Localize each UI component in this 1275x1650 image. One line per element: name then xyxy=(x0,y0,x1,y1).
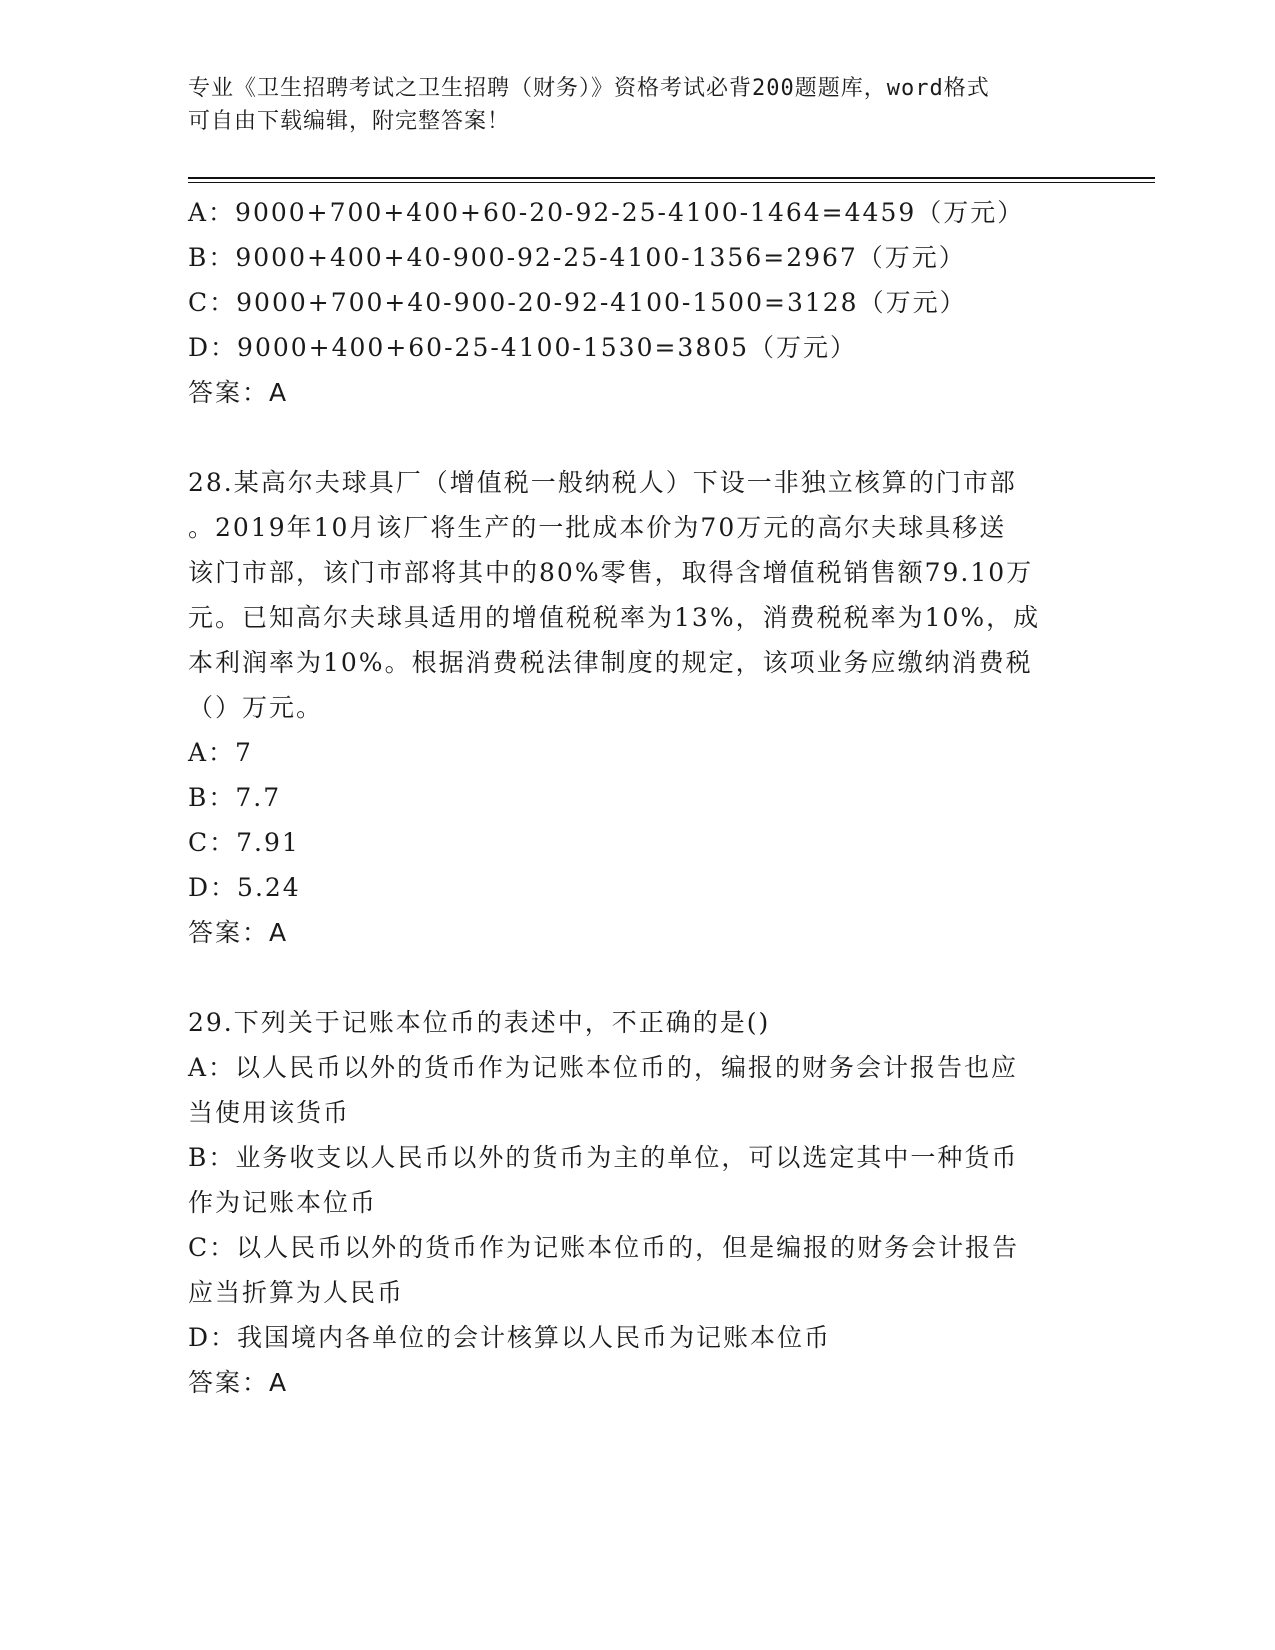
option-a-line-2: 当使用该货币 xyxy=(188,1098,351,1127)
stem-line: 28.某高尔夫球具厂（增值税一般纳税人）下设一非独立核算的门市部 xyxy=(188,468,1017,497)
document-header xyxy=(188,72,1068,138)
spacer xyxy=(188,955,1078,1000)
spacer xyxy=(188,415,1078,460)
question-27-answer: 答案：A xyxy=(188,378,289,407)
option-b-line-1: B：业务收支以人民币以外的货币为主的单位，可以选定其中一种货币 xyxy=(188,1143,1019,1172)
option-c: C：7.91 xyxy=(188,828,300,857)
option-d: D：9000+400+60-25-4100-1530=3805（万元） xyxy=(188,333,858,362)
option-a-line-1: A：以人民币以外的货币作为记账本位币的，编报的财务会计报告也应 xyxy=(188,1053,1019,1082)
option-d: D：5.24 xyxy=(188,873,301,902)
question-29-options xyxy=(188,1045,1078,1360)
stem-line: 元。已知高尔夫球具适用的增值税税率为13%，消费税税率为10%，成 xyxy=(188,603,1041,632)
option-a: A：9000+700+400+60-20-92-25-4100-1464=4459（万元） xyxy=(188,198,1025,227)
question-28-options xyxy=(188,730,1078,910)
option-c-line-2: 应当折算为人民币 xyxy=(188,1278,405,1307)
stem-line: 本利润率为10%。根据消费税法律制度的规定，该项业务应缴纳消费税 xyxy=(188,648,1033,677)
option-b-line-2: 作为记账本位币 xyxy=(188,1188,378,1217)
header-rule-thick xyxy=(188,177,1155,179)
question-28-stem xyxy=(188,460,1078,730)
option-a: A：7 xyxy=(188,738,253,767)
question-29-stem: 29.下列关于记账本位币的表述中，不正确的是() xyxy=(188,1008,771,1037)
option-d: D：我国境内各单位的会计核算以人民币为记账本位币 xyxy=(188,1323,832,1352)
header-rule-thin xyxy=(188,182,1155,183)
option-b: B：9000+400+40-900-92-25-4100-1356=2967（万元） xyxy=(188,243,966,272)
document-body xyxy=(188,190,1078,1405)
stem-line: 。2019年10月该厂将生产的一批成本价为70万元的高尔夫球具移送 xyxy=(188,513,1007,542)
question-28-answer: 答案：A xyxy=(188,918,289,947)
option-b: B：7.7 xyxy=(188,783,282,812)
stem-line: （）万元。 xyxy=(188,693,324,722)
stem-line: 该门市部，该门市部将其中的80%零售，取得含增值税销售额79.10万 xyxy=(188,558,1034,587)
option-c-line-1: C：以人民币以外的货币作为记账本位币的，但是编报的财务会计报告 xyxy=(188,1233,1020,1262)
question-29-answer: 答案：A xyxy=(188,1368,289,1397)
header-line-2: 可自由下载编辑，附完整答案！ xyxy=(188,109,511,134)
header-line-1: 专业《卫生招聘考试之卫生招聘（财务）》资格考试必背200题题库，word格式 xyxy=(188,76,990,101)
option-c: C：9000+700+40-900-20-92-4100-1500=3128（万元） xyxy=(188,288,967,317)
question-27-options xyxy=(188,190,1078,370)
